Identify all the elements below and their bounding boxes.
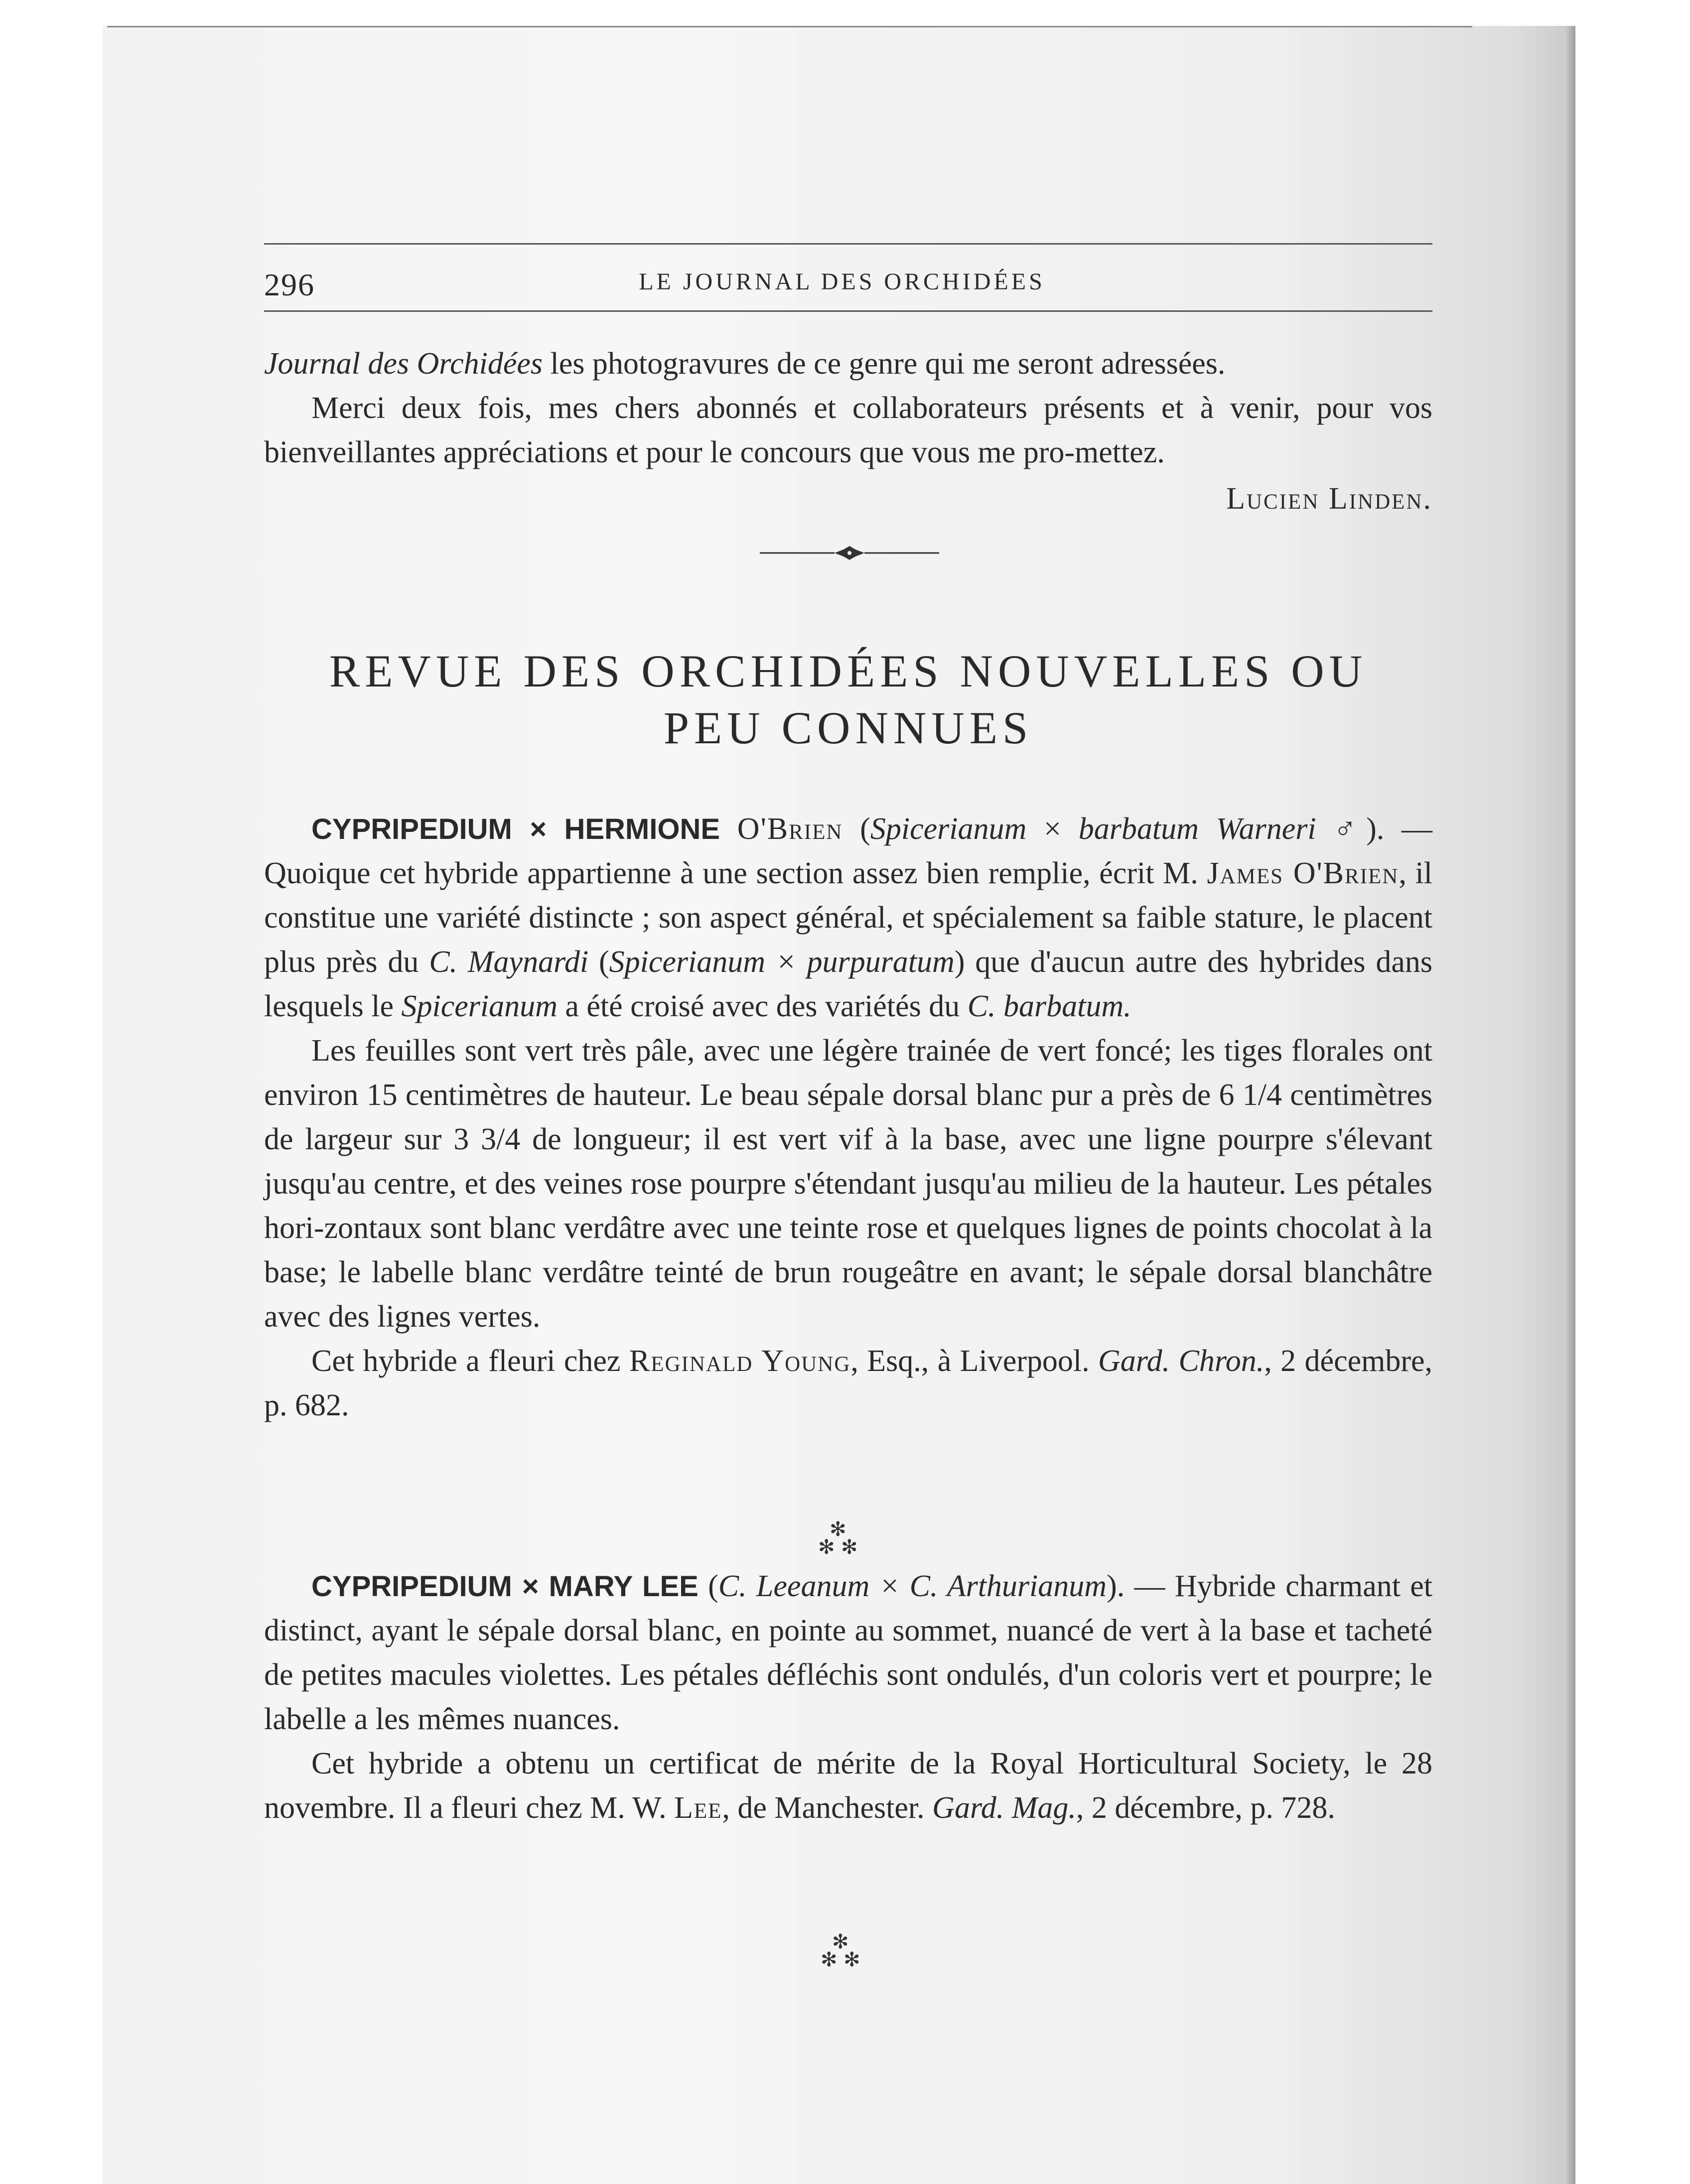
citation: Gard. Chron. <box>1098 1344 1265 1378</box>
running-title: LE JOURNAL DES ORCHIDÉES <box>639 269 1045 295</box>
text-run: ( <box>843 812 870 846</box>
section-title-line-1: REVUE DES ORCHIDÉES NOUVELLES OU <box>329 646 1368 696</box>
entry-hermione-description: Les feuilles sont vert très pâle, avec une légère trainée de vert foncé; les tiges florales ont environ 15 centimètres de hauteur. Le beau sépale dorsal blanc pur a près de 6 1/4 centimètres de largeur sur 3 3/4 de longueur; il est vert vif à la base, avec une ligne pourpre s'élevant jusqu'au centre, et des veines rose pourpre s'étendant jusqu'au milieu de la hauteur. Les pétales hori-zontaux sont blanc verdâtre avec une teinte rose et quelques lignes de points chocolat à la base; le labelle blanc verdâtre teinté de brun rougeâtre en avant; le sépale dorsal blanchâtre avec des lignes vertes. <box>264 1034 1432 1334</box>
grower-name: Lee <box>674 1791 722 1825</box>
author-obrien: O'Brien <box>737 812 843 846</box>
cross-sign: × <box>1026 812 1079 846</box>
entry-hermione-bloom <box>264 1339 1432 1428</box>
page-number: 296 <box>264 267 315 302</box>
section-title <box>264 643 1432 756</box>
author-james-obrien: James O'Brien <box>1207 856 1399 890</box>
entry-mary-lee <box>264 1564 1432 1830</box>
asterism-star: ✻ <box>832 1930 849 1953</box>
asterism-star: ✻ <box>830 1518 846 1541</box>
section-title-line-2: PEU CONNUES <box>663 702 1033 753</box>
asterism-star: ✻ <box>841 1536 858 1559</box>
entry-hermione-intro <box>264 807 1432 1029</box>
intro-first-line <box>264 342 1432 386</box>
species-name-mary-lee: CYPRIPEDIUM × MARY LEE <box>311 1570 699 1603</box>
ref-spicerianum: Spicerianum <box>401 989 558 1023</box>
text-run: , Esq., à Liverpool. <box>850 1344 1099 1378</box>
text-run: Cet hybride a obtenu un certificat de mérite de la Royal Horticultural Society, le 28 novembre. Il a fleuri chez M. W. <box>264 1747 1432 1825</box>
header-rule-top <box>264 243 1432 245</box>
citation: Gard. Mag. <box>932 1791 1076 1825</box>
ref-cross: Spicerianum × purpuratum <box>609 945 955 979</box>
parentage: C. Leeanum × C. Arthurianum <box>718 1569 1107 1603</box>
ref-barbatum: C. barbatum. <box>967 989 1131 1023</box>
journal-title-italic: Journal des Orchidées <box>264 347 543 381</box>
text-run: , 2 décembre, p. 682. <box>264 1344 1432 1422</box>
text-run: , il constitue une variété distincte ; son aspect général, et spécialement sa faible stature, le placent plus près du <box>264 856 1432 979</box>
entry-mary-lee-award <box>264 1742 1432 1830</box>
male-symbol-icon: ♂ <box>1316 812 1367 846</box>
text-run: Cet hybride a fleuri chez <box>311 1344 629 1378</box>
intro-text <box>264 342 1432 521</box>
parent-barbatum-warneri: barbatum Warneri <box>1078 812 1316 846</box>
text-run: ( <box>588 945 609 979</box>
entry-hermione <box>264 807 1432 1428</box>
intro-line-text: les photogravures de ce genre qui me seront adressées. <box>543 347 1226 381</box>
text-run: , de Manchester. <box>722 1791 933 1825</box>
divider-ornament-icon <box>760 543 939 563</box>
header-rule-bottom <box>264 310 1432 312</box>
asterism-icon <box>817 1519 862 1557</box>
scan-top-edge <box>107 26 1472 27</box>
ref-maynardi: C. Maynardi <box>429 945 589 979</box>
parent-spicerianum: Spicerianum <box>870 812 1027 846</box>
species-name-hermione: CYPRIPEDIUM × HERMIONE <box>311 813 720 845</box>
asterism-star: ✻ <box>818 1536 835 1559</box>
signature: Lucien Linden. <box>1226 482 1432 516</box>
text-run: ( <box>698 1569 718 1603</box>
text-run: a été croisé avec des variétés du <box>557 989 968 1023</box>
scan-right-edge <box>1564 26 1575 2184</box>
text-run: , 2 décembre, p. 728. <box>1076 1791 1335 1825</box>
text-run: ). — Hybride charmant et distinct, ayant le sépale dorsal blanc, en pointe au sommet, nuancé de vert à la base et tacheté de petites macules violettes. Les pétales défléchis sont ondulés, d'un coloris vert et pourpre; le labelle a les mêmes nuances. <box>264 1569 1432 1736</box>
grower-name: Reginald Young <box>629 1344 851 1378</box>
asterism-star: ✻ <box>844 1948 860 1971</box>
text-run: ). — Quoique cet hybride appartienne à une section assez bien remplie, écrit M. <box>264 812 1433 890</box>
text-run: ) que d'aucun autre des hybrides dans lesquels le <box>264 945 1432 1023</box>
intro-paragraph: Merci deux fois, mes chers abonnés et collaborateurs présents et à venir, pour vos bienveillantes appréciations et pour le concours que vous me pro-mettez. <box>264 391 1432 469</box>
entry-mary-lee-intro <box>264 1564 1432 1742</box>
asterism-icon <box>820 1932 864 1970</box>
asterism-star: ✻ <box>821 1948 838 1971</box>
